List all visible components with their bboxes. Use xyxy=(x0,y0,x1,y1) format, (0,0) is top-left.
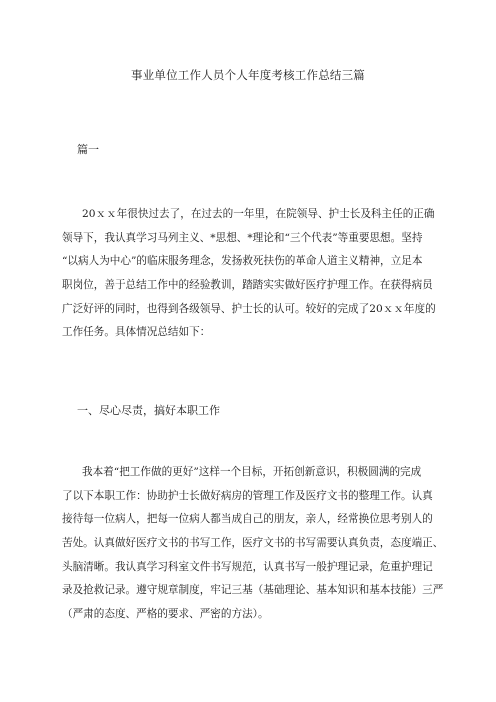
paragraph-line: 职岗位，善于总结工作中的经验教训，踏踏实实做好医疗护理工作。在获得病员 xyxy=(62,279,433,292)
paragraph-line: 20ｘｘ年很快过去了，在过去的一年里，在院领导、护士长及科主任的正确 xyxy=(82,208,435,220)
paragraph-line: 苦处。认真做好医疗文书的书写工作，医疗文书的书写需要认真负责，态度端正、 xyxy=(62,537,444,550)
paragraph-line: （严肃的态度、严格的要求、严密的方法）。 xyxy=(62,608,269,621)
subheading: 一、尽心尽责，搞好本职工作 xyxy=(77,404,220,417)
paragraph-line: 了以下本职工作：协助护士长做好病房的管理工作及医疗文书的整理工作。认真 xyxy=(62,489,433,502)
section-heading: 篇一 xyxy=(77,143,99,156)
paragraph-one xyxy=(62,203,442,345)
paragraph-line: 广泛好评的同时，也得到各级领导、护士长的认可。较好的完成了20ｘｘ年度的 xyxy=(62,302,436,315)
paragraph-line: “以病人为中心”的临床服务理念，发扬救死扶伤的革命人道主义精神，立足本 xyxy=(62,255,423,268)
paragraph-line: 工作任务。具体情况总结如下： xyxy=(62,326,211,339)
document-title: 事业单位工作人员个人年度考核工作总结三篇 xyxy=(131,68,365,82)
paragraph-two xyxy=(62,461,442,627)
paragraph-line: 领导下，我认真学习马列主义、*思想、*理论和“三个代表”等重要思想。坚持 xyxy=(62,231,423,244)
paragraph-line: 录及抢救记录。遵守规章制度，牢记三基（基础理论、基本知识和基本技能）三严 xyxy=(62,584,444,597)
paragraph-line: 头脑清晰。我认真学习科室文件书写规范，认真书写一般护理记录，危重护理记 xyxy=(62,560,433,573)
paragraph-line: 我本着“把工作做的更好”这样一个目标，开拓创新意识，积极圆满的完成 xyxy=(82,466,422,478)
paragraph-line: 接待每一位病人，把每一位病人都当成自己的朋友，亲人，经常换位思考别人的 xyxy=(62,513,433,526)
